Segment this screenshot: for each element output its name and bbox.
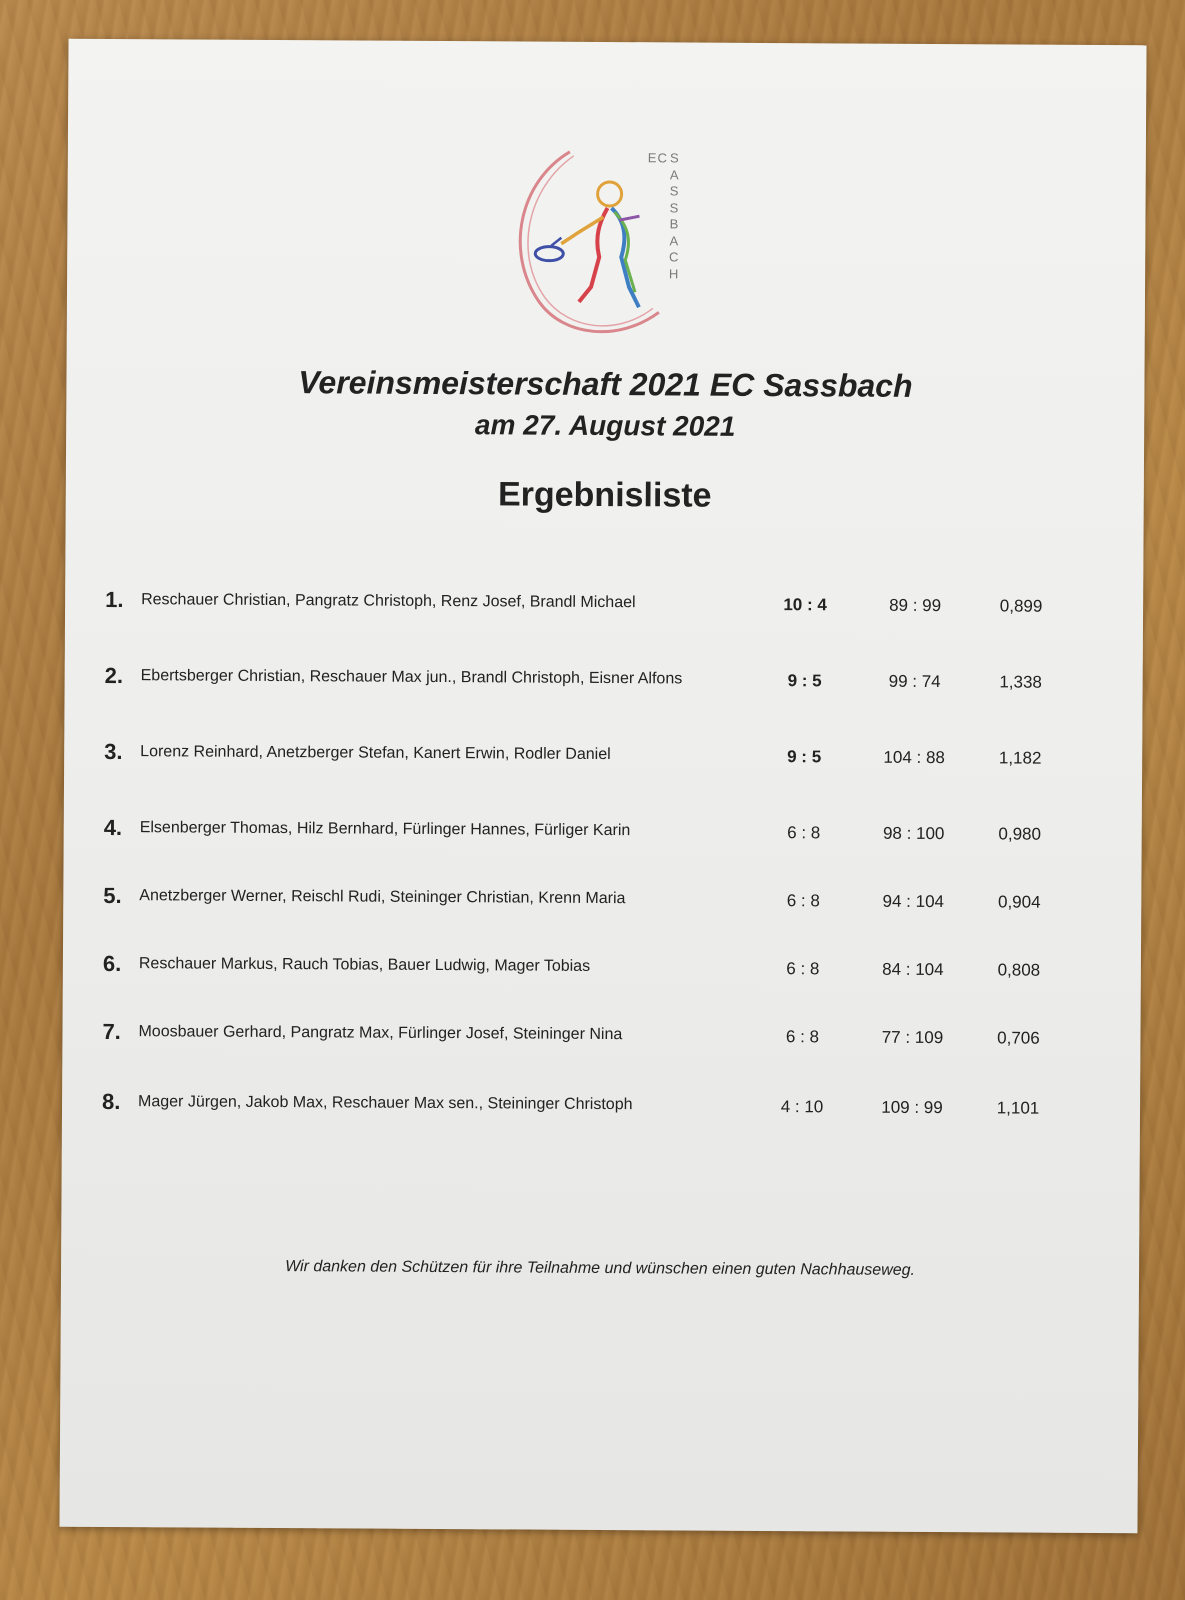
shot-score: 104 : 88 bbox=[883, 747, 945, 768]
points: 9 : 5 bbox=[787, 747, 822, 767]
result-row bbox=[102, 1019, 1082, 1055]
shot-score: 77 : 109 bbox=[881, 1027, 944, 1048]
team-members: Moosbauer Gerhard, Pangratz Max, Fürlinger Josef, Steininger Nina bbox=[138, 1023, 623, 1044]
result-row bbox=[104, 815, 1084, 851]
results-heading: Ergebnisliste bbox=[497, 475, 712, 515]
team-members: Reschauer Christian, Pangratz Christoph, Renz Josef, Brandl Michael bbox=[141, 591, 636, 612]
result-row bbox=[103, 951, 1083, 987]
quotient: 0,706 bbox=[997, 1028, 1040, 1048]
result-row bbox=[105, 587, 1085, 623]
result-row bbox=[102, 1089, 1082, 1125]
logo-prefix: EC bbox=[647, 150, 668, 166]
points: 6 : 8 bbox=[786, 891, 820, 911]
shot-score: 99 : 74 bbox=[888, 671, 941, 692]
rank: 2. bbox=[104, 662, 124, 689]
quotient: 1,338 bbox=[999, 672, 1042, 692]
quotient: 0,808 bbox=[997, 960, 1041, 980]
team-members: Anetzberger Werner, Reischl Rudi, Steininger Christian, Krenn Maria bbox=[139, 887, 626, 908]
shot-score: 84 : 104 bbox=[882, 959, 944, 980]
rank: 7. bbox=[102, 1018, 121, 1045]
closing-note: Wir danken den Schützen für ihre Teilnahme und wünschen einen guten Nachhauseweg. bbox=[285, 1258, 916, 1279]
rank: 3. bbox=[104, 738, 123, 765]
team-members: Mager Jürgen, Jakob Max, Reschauer Max sen., Steininger Christoph bbox=[138, 1093, 633, 1114]
result-row bbox=[104, 739, 1084, 775]
rank: 5. bbox=[103, 882, 122, 909]
result-row bbox=[103, 883, 1083, 919]
team-members: Lorenz Reinhard, Anetzberger Stefan, Kanert Erwin, Rodler Daniel bbox=[140, 743, 611, 764]
rank: 8. bbox=[101, 1088, 121, 1115]
points: 6 : 8 bbox=[786, 959, 820, 979]
event-date: am 27. August 2021 bbox=[474, 409, 736, 442]
shot-score: 109 : 99 bbox=[881, 1097, 943, 1118]
quotient: 1,182 bbox=[998, 748, 1042, 768]
points: 9 : 5 bbox=[787, 671, 822, 691]
result-row bbox=[105, 663, 1085, 699]
shot-score: 98 : 100 bbox=[882, 823, 945, 844]
team-members: Elsenberger Thomas, Hilz Bernhard, Fürlinger Hannes, Fürliger Karin bbox=[139, 819, 631, 840]
quotient: 0,904 bbox=[997, 892, 1041, 912]
points: 4 : 10 bbox=[780, 1097, 824, 1117]
rank: 6. bbox=[102, 950, 122, 977]
team-members: Ebertsberger Christian, Reschauer Max jun., Brandl Christoph, Eisner Alfons bbox=[140, 667, 683, 688]
shot-score: 94 : 104 bbox=[882, 891, 945, 912]
quotient: 1,101 bbox=[996, 1098, 1040, 1118]
rank: 1. bbox=[105, 586, 124, 613]
document-title: Vereinsmeisterschaft 2021 EC Sassbach bbox=[298, 364, 913, 404]
points: 6 : 8 bbox=[785, 1027, 820, 1047]
results-sheet bbox=[59, 39, 1146, 1534]
shot-score: 89 : 99 bbox=[889, 595, 942, 616]
team-members: Reschauer Markus, Rauch Tobias, Bauer Ludwig, Mager Tobias bbox=[138, 955, 591, 975]
quotient: 0,980 bbox=[998, 824, 1042, 844]
points: 6 : 8 bbox=[787, 823, 821, 843]
quotient: 0,899 bbox=[999, 596, 1043, 616]
points: 10 : 4 bbox=[783, 595, 827, 615]
rank: 4. bbox=[103, 814, 123, 841]
logo-club-name: SASSBACH bbox=[668, 150, 680, 281]
